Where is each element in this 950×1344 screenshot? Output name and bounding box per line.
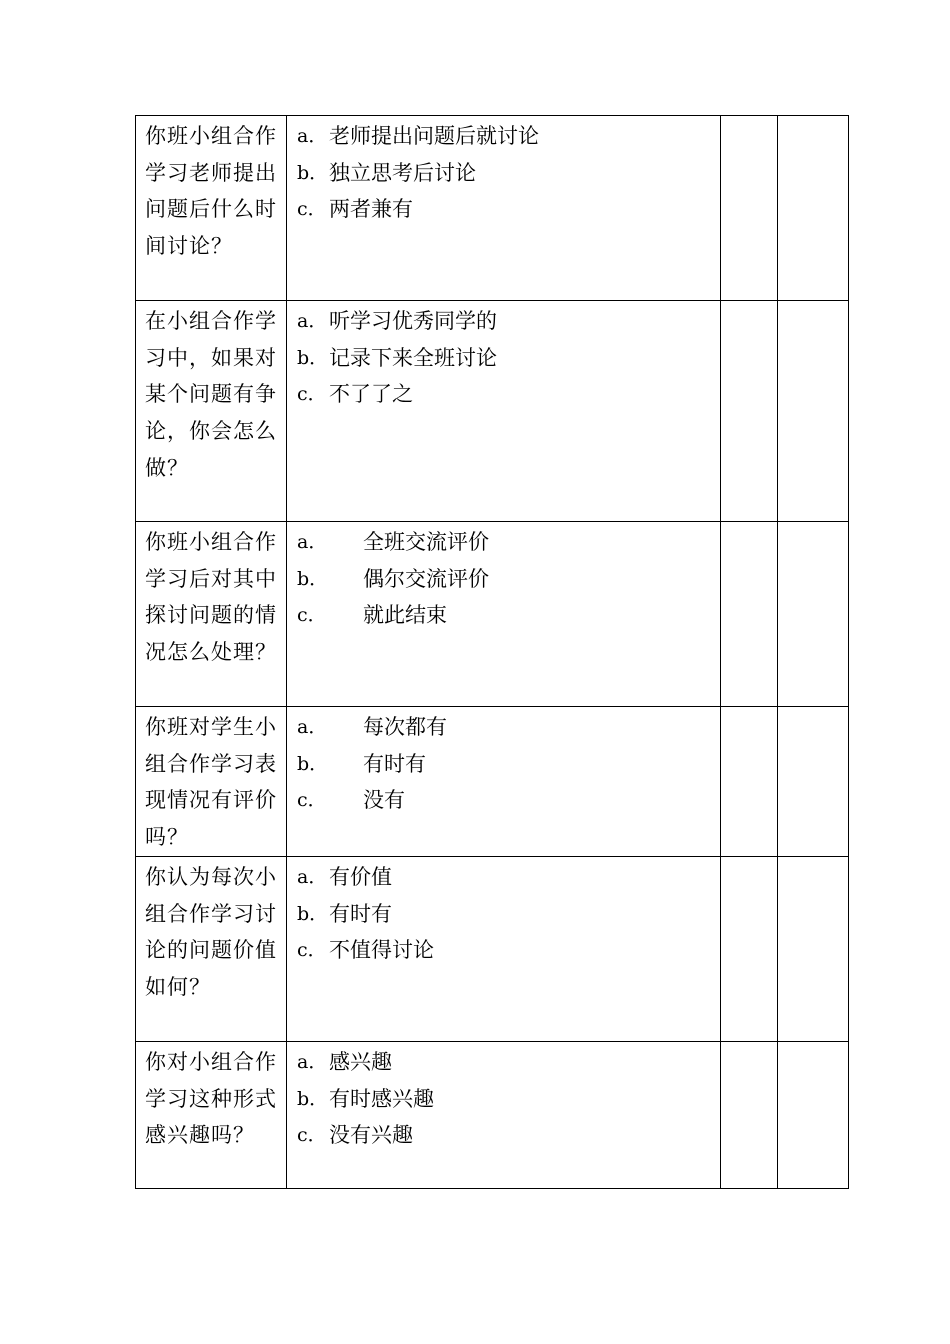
option-a: a． 有价值	[297, 864, 392, 889]
option-b: b． 有时有	[297, 901, 392, 926]
question-cell	[136, 707, 287, 857]
question-text: 你班小组合作学习老师提出问题后什么时间讨论？	[145, 124, 277, 259]
answer-cell-1[interactable]	[721, 301, 778, 522]
option-a: a． 每次都有	[297, 715, 447, 739]
question-cell	[136, 856, 287, 1041]
option-c: c． 两者兼有	[297, 197, 413, 222]
question-text: 你认为每次小组合作学习讨论的问题价值如何？	[145, 864, 277, 999]
options-cell	[287, 1041, 721, 1188]
answer-cell-2[interactable]	[778, 707, 849, 857]
answer-cell-2[interactable]	[778, 116, 849, 301]
question-cell	[136, 116, 287, 301]
table-row	[136, 1041, 849, 1188]
option-c: c． 没有	[297, 788, 405, 813]
answer-cell-2[interactable]	[778, 856, 849, 1041]
question-text: 你班小组合作学习后对其中探讨问题的情况怎么处理？	[145, 530, 277, 665]
question-text: 你对小组合作学习这种形式感兴趣吗？	[145, 1049, 277, 1148]
question-cell	[136, 301, 287, 522]
answer-cell-2[interactable]	[778, 522, 849, 707]
option-b: b． 有时有	[297, 751, 426, 776]
answer-cell-1[interactable]	[721, 707, 778, 857]
table-row	[136, 856, 849, 1041]
question-text: 你班对学生小组合作学习表现情况有评价吗？	[145, 715, 277, 850]
option-a: a． 全班交流评价	[297, 530, 489, 554]
option-b: b． 记录下来全班讨论	[297, 345, 497, 370]
answer-cell-2[interactable]	[778, 1041, 849, 1188]
question-cell	[136, 1041, 287, 1188]
table-row	[136, 301, 849, 522]
option-a: a． 听学习优秀同学的	[297, 309, 497, 333]
answer-cell-1[interactable]	[721, 1041, 778, 1188]
question-text: 在小组合作学习中，如果对某个问题有争论，你会怎么做？	[145, 309, 277, 480]
option-b: b． 独立思考后讨论	[297, 160, 476, 185]
survey-table	[135, 115, 849, 1189]
option-a: a． 老师提出问题后就讨论	[297, 124, 539, 148]
table-row	[136, 522, 849, 707]
answer-cell-1[interactable]	[721, 856, 778, 1041]
options-cell	[287, 116, 721, 301]
question-cell	[136, 522, 287, 707]
answer-cell-1[interactable]	[721, 522, 778, 707]
options-cell	[287, 707, 721, 857]
option-b: b． 偶尔交流评价	[297, 566, 489, 591]
option-a: a． 感兴趣	[297, 1049, 392, 1074]
option-c: c． 不值得讨论	[297, 938, 434, 963]
option-b: b． 有时感兴趣	[297, 1086, 434, 1111]
options-cell	[287, 856, 721, 1041]
table-row	[136, 707, 849, 857]
option-c: c． 没有兴趣	[297, 1123, 413, 1148]
answer-cell-2[interactable]	[778, 301, 849, 522]
option-c: c． 就此结束	[297, 603, 447, 628]
table-row	[136, 116, 849, 301]
options-cell	[287, 301, 721, 522]
options-cell	[287, 522, 721, 707]
option-c: c． 不了了之	[297, 382, 413, 407]
answer-cell-1[interactable]	[721, 116, 778, 301]
